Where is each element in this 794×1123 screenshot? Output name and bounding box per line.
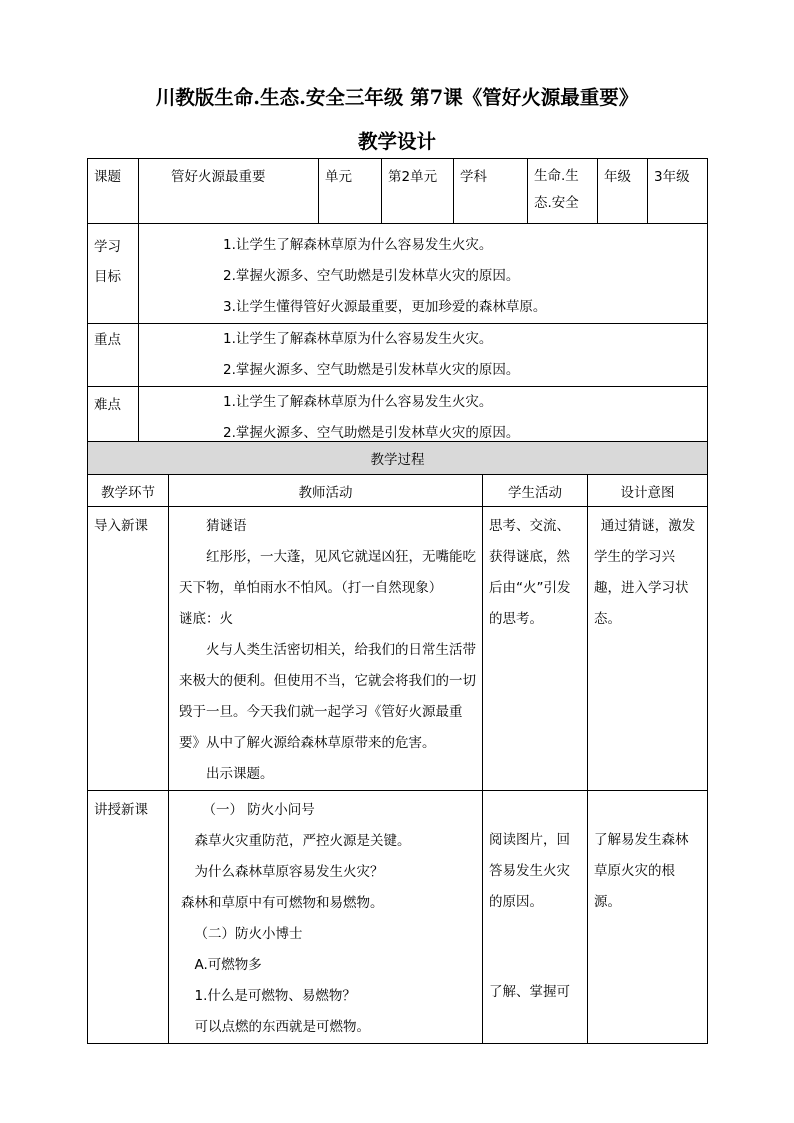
teacher-line: A.可燃物多 bbox=[194, 957, 262, 973]
intro-row bbox=[88, 507, 708, 791]
topic-value: 管好火源最重要 bbox=[139, 159, 319, 224]
teacher-line: 可以点燃的东西就是可燃物。 bbox=[194, 1019, 370, 1035]
teacher-line: （一） 防火小问号 bbox=[202, 802, 315, 818]
goals-content bbox=[139, 224, 708, 324]
info-row bbox=[88, 159, 708, 224]
key-point-item: 2.掌握火源多、空气助燃是引发林草火灾的原因。 bbox=[223, 362, 520, 378]
teaching-process-table bbox=[87, 441, 708, 1044]
process-title-row bbox=[88, 442, 708, 475]
key-points-content bbox=[139, 324, 708, 387]
goal-item: 1.让学生了解森林草原为什么容易发生火灾。 bbox=[223, 237, 493, 253]
student-activity-new-lesson bbox=[483, 791, 588, 1044]
stage-intro: 导入新课 bbox=[88, 507, 169, 791]
unit-value: 第2单元 bbox=[382, 159, 454, 224]
teacher-line: 为什么森林草原容易发生火灾？ bbox=[194, 864, 384, 880]
goals-label bbox=[88, 224, 139, 324]
process-header-row bbox=[88, 475, 708, 507]
student-activity-part2: 了解、掌握可 bbox=[489, 984, 570, 1000]
goals-label-line1: 学习 bbox=[94, 239, 121, 255]
subject-label: 学科 bbox=[454, 159, 528, 224]
teacher-line: 1.什么是可燃物、易燃物？ bbox=[194, 988, 356, 1004]
goals-label-line2: 目标 bbox=[94, 269, 121, 285]
new-lesson-row bbox=[88, 791, 708, 1044]
key-points-label: 重点 bbox=[88, 324, 139, 387]
subject-value: 生命.生态.安全 bbox=[528, 159, 598, 224]
teacher-line: 火与人类生活密切相关，给我们的日常生活带来极大的便利。但使用不当，它就会将我们的一切毁于一旦。今天我们就一起学习《管好火源最重要》从中了解火源给森林草原带来的危害。 bbox=[179, 642, 476, 751]
header-intent: 设计意图 bbox=[588, 475, 708, 507]
grade-value: 3年级 bbox=[648, 159, 708, 224]
unit-label: 单元 bbox=[319, 159, 382, 224]
stage-new-lesson: 讲授新课 bbox=[88, 791, 169, 1044]
difficulties-label: 难点 bbox=[88, 387, 139, 450]
header-teacher: 教师活动 bbox=[169, 475, 483, 507]
teacher-line: （二）防火小博士 bbox=[194, 926, 303, 942]
difficulty-item: 2.掌握火源多、空气助燃是引发林草火灾的原因。 bbox=[223, 425, 520, 441]
teacher-line: 森草火灾重防范，严控火源是关键。 bbox=[194, 833, 411, 849]
key-points-row bbox=[88, 324, 708, 387]
difficulty-item: 1.让学生了解森林草原为什么容易发生火灾。 bbox=[223, 394, 493, 410]
teacher-line: 猜谜语 bbox=[206, 518, 247, 534]
teacher-line: 森林和草原中有可燃物和易燃物。 bbox=[181, 895, 384, 911]
topic-label: 课题 bbox=[88, 159, 139, 224]
key-point-item: 1.让学生了解森林草原为什么容易发生火灾。 bbox=[223, 331, 493, 347]
header-stage: 教学环节 bbox=[88, 475, 169, 507]
teacher-activity-new-lesson bbox=[169, 791, 483, 1044]
header-student: 学生活动 bbox=[483, 475, 588, 507]
teacher-line: 出示课题。 bbox=[206, 766, 274, 782]
design-intent-intro: 通过猜谜，激发学生的学习兴趣，进入学习状态。 bbox=[588, 507, 708, 791]
teacher-line: 红彤彤，一大蓬，见风它就逞凶狂，无嘴能吃天下物，单怕雨水不怕风。（打一自然现象） bbox=[179, 549, 476, 596]
goal-item: 2.掌握火源多、空气助燃是引发林草火灾的原因。 bbox=[223, 268, 520, 284]
grade-label: 年级 bbox=[598, 159, 648, 224]
document-subtitle: 教学设计 bbox=[357, 130, 436, 153]
document-title: 川教版生命.生态.安全三年级 第7课《管好火源最重要》 bbox=[155, 86, 639, 109]
process-title: 教学过程 bbox=[88, 442, 708, 475]
student-activity-intro: 思考、交流、获得谜底，然后由“火”引发的思考。 bbox=[483, 507, 588, 791]
goals-row bbox=[88, 224, 708, 324]
lesson-info-table bbox=[87, 158, 708, 450]
student-activity-part1: 阅读图片，回答易发生火灾的原因。 bbox=[489, 832, 570, 910]
goal-item: 3.让学生懂得管好火源最重要，更加珍爱的森林草原。 bbox=[223, 299, 547, 315]
teacher-line: 谜底：火 bbox=[179, 611, 233, 627]
design-intent-new-lesson: 了解易发生森林草原火灾的根源。 bbox=[588, 791, 708, 1044]
teacher-activity-intro bbox=[169, 507, 483, 791]
